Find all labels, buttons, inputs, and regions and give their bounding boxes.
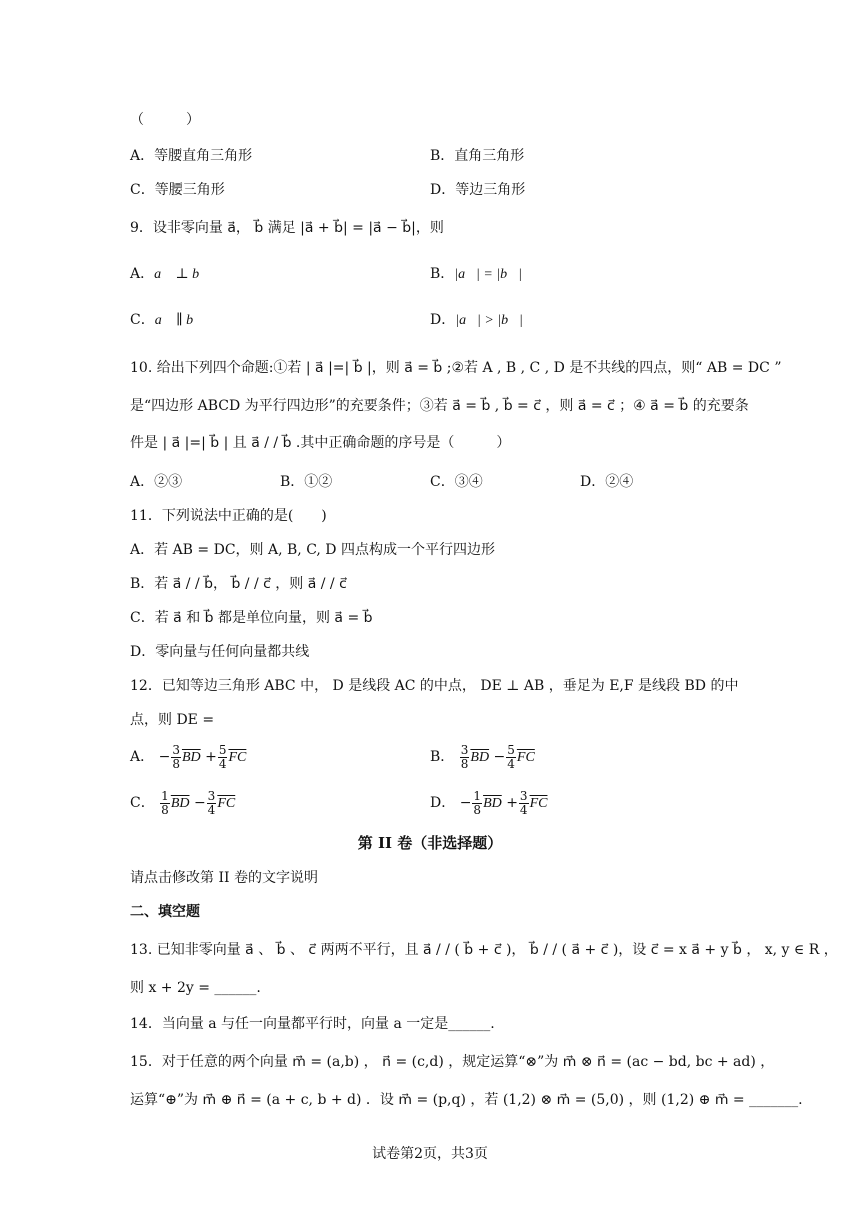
numerator: 3 [207,788,216,803]
numerator: 5 [218,742,227,757]
denominator: 4 [519,802,528,817]
numerator: 5 [507,742,515,757]
q12-line-2: 点，则 DE = [130,712,215,728]
q15-line-2: 运算“⊕”为 m⃗ ⊕ n⃗ = (a + c, b + d) ．设 m⃗ = (p,q) ，若 (1,2) ⊗ m⃗ = (5,0) ，则 (1,2) ⊕ m⃗ = _______. [130,1092,803,1108]
option-letter: A． [130,542,155,558]
q11-option-b [130,574,347,594]
option-letter: A． [130,474,155,490]
q10-line-1: 10. 给出下列四个命题:①若 | a⃗ |=| b⃗ |，则 a⃗ = b⃗ ;②若 A , B , C , D 是不共线的四点，则“ AB = DC ” [130,360,782,376]
q8-option-b [430,146,524,166]
vector: $\overline{BD}$ [181,750,201,765]
denominator: 8 [473,802,482,817]
fraction [506,744,516,771]
option-text: 若 a⃗ 和 b⃗ 都是单位向量，则 a⃗ = b⃗ [154,610,373,626]
fraction [519,790,529,817]
fraction [160,790,170,817]
q9-stem: 9．设非零向量 a⃗， b⃗ 满足 |a⃗ + b⃗| = |a⃗ − b⃗|，则 [130,220,444,236]
option-letter: B． [430,266,455,282]
denominator: 4 [507,756,515,771]
option-text: 等腰三角形 [154,182,225,198]
fraction [218,744,228,771]
q10-line-2: 是“四边形 ABCD 为平行四边形”的充要条件；③若 a⃗ = b⃗ , b⃗ = c⃗ ，则 a⃗ = c⃗ ；④ a⃗ = b⃗ 的充要条 [130,398,749,414]
vector: $\overline{FC}$ [529,796,548,811]
option-letter: C． [430,474,455,490]
vector: $\overline{BD}$ [170,796,190,811]
option-text: |a⃗| = |b⃗| [454,267,522,282]
operator: + [506,795,518,811]
q12-line-1: 12．已知等边三角形 ABC 中， D 是线段 AC 的中点， DE ⊥ AB ，垂足为 E,F 是线段 BD 的中 [130,678,739,694]
option-letter: C． [130,312,155,328]
section-heading: 二、填空题 [130,904,200,920]
numerator: 3 [172,742,180,757]
operator: + [205,749,217,765]
q10-option-a [130,472,182,492]
denominator: 4 [207,802,216,817]
q10-option-c [430,472,483,492]
option-letter: C． [130,795,155,811]
option-text: 直角三角形 [454,148,525,164]
q12-option-b [430,742,535,773]
q11-option-c [130,608,373,628]
q9-option-c [130,310,204,331]
numerator: 1 [473,788,482,803]
q9-option-b [430,264,522,285]
option-letter: C． [130,610,155,626]
part-note: 请点击修改第 II 卷的文字说明 [130,870,318,886]
denominator: 8 [460,756,469,771]
q8-option-a [130,146,252,166]
option-letter: D． [130,644,156,660]
part-title: 第 II 卷（非选择题） [357,834,503,852]
q12-option-c [130,788,235,819]
vector: $\overline{FC}$ [217,796,236,811]
q10-option-d [580,472,633,492]
option-text: a⃗ ⊥ b⃗ [154,267,211,282]
fraction [207,790,217,817]
option-text: ③④ [454,474,483,490]
option-text: 等腰直角三角形 [154,148,253,164]
option-text: |a⃗| > |b⃗| [455,313,523,328]
sign: − [459,795,472,811]
option-letter: A． [130,148,155,164]
vector: $\overline{BD}$ [470,750,490,765]
option-letter: D． [430,312,456,328]
q11-option-d [130,642,309,662]
option-text: ②③ [154,474,183,490]
option-text: ①② [304,474,333,490]
option-text: 若 a⃗ / / b⃗， b⃗ / / c⃗ ，则 a⃗ / / c⃗ [154,576,347,592]
q12-option-a [130,742,246,773]
option-letter: B． [280,474,305,490]
option-text: 等边三角形 [455,182,526,198]
fraction [171,744,181,771]
numerator: 3 [519,788,528,803]
sign: − [158,749,171,765]
option-text: ②④ [605,474,634,490]
fraction [460,744,470,771]
q9-option-d [430,310,523,331]
q11-option-a [130,540,495,560]
option-letter: D． [580,474,606,490]
q11-stem: 11．下列说法中正确的是( ) [130,508,327,524]
option-letter: A． [130,749,155,765]
operator: − [493,749,506,765]
vector: $\overline{FC}$ [516,750,535,765]
q8-option-d [430,180,525,200]
denominator: 8 [161,802,169,817]
vector: $\overline{FC}$ [228,750,247,765]
q15-line-1: 15．对于任意的两个向量 m⃗ = (a,b) ， n⃗ = (c,d) ，规定运算“⊗”为 m⃗ ⊗ n⃗ = (ac − bd, bc + ad) ， [130,1054,775,1070]
q10-line-3: 件是 | a⃗ |=| b⃗ | 且 a⃗ / / b⃗ .其中正确命题的序号是（ ） [130,435,511,451]
numerator: 3 [460,742,469,757]
option-text: 若 AB = DC，则 A, B, C, D 四点构成一个平行四边形 [154,542,495,558]
fraction [472,790,482,817]
option-letter: D． [430,795,456,811]
q10-option-b [280,472,332,492]
option-letter: D． [430,182,456,198]
q13-line-1: 13. 已知非零向量 a⃗ 、 b⃗ 、 c⃗ 两两不平行，且 a⃗ / / ( b⃗ + c⃗ )， b⃗ / / ( a⃗ + c⃗ )，设 c⃗ = x a⃗ + y b⃗ ， x, y ∈ R ， [130,942,838,958]
operator: − [193,795,206,811]
q14-text: 14．当向量 a 与任一向量都平行时，向量 a 一定是______. [130,1016,495,1032]
option-letter: B． [430,749,455,765]
q8-bracket: （ ） [130,112,200,128]
q12-option-d [430,788,547,819]
option-letter: B． [430,148,455,164]
option-text: 零向量与任何向量都共线 [155,644,310,660]
page-footer: 试卷第2页，共3页 [372,1146,488,1162]
q13-line-2: 则 x + 2y = ______. [130,980,261,996]
vector: $\overline{BD}$ [483,796,502,811]
q9-option-a [130,264,210,285]
option-text: a⃗ ∥ b⃗ [154,313,204,328]
denominator: 8 [172,756,180,771]
option-letter: B． [130,576,155,592]
numerator: 1 [161,788,169,803]
q8-option-c [130,180,225,200]
denominator: 4 [218,756,227,771]
option-letter: C． [130,182,155,198]
option-letter: A． [130,266,155,282]
